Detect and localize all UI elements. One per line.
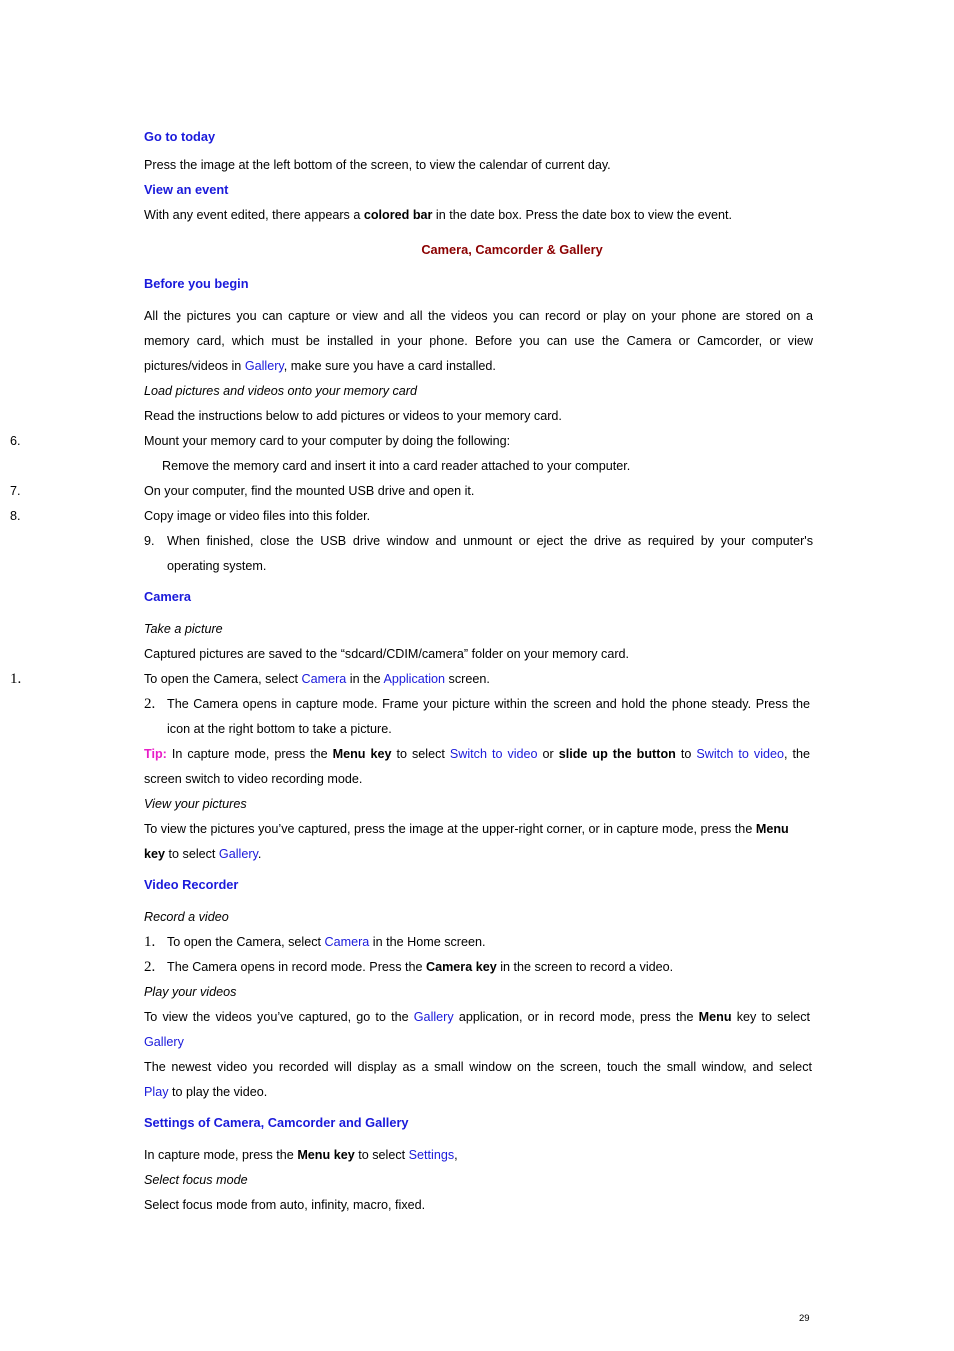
video-step-2: The Camera opens in record mode. Press the Camera key in the screen to record a video. xyxy=(167,960,674,974)
heading-video-recorder: Video Recorder xyxy=(144,877,239,892)
video-step-1: To open the Camera, select Camera in the Home screen. xyxy=(167,935,486,949)
gallery-link[interactable]: Gallery xyxy=(144,1035,184,1049)
heading-before-you-begin: Before you begin xyxy=(144,276,249,291)
subheading-record-video: Record a video xyxy=(144,910,229,924)
camera-link[interactable]: Camera xyxy=(324,935,370,949)
section-title: Camera, Camcorder & Gallery xyxy=(421,242,603,257)
step-mount-card-sub: Remove the memory card and insert it into a card reader attached to your computer. xyxy=(162,459,631,473)
heading-view-event: View an event xyxy=(144,182,229,197)
list-number: 8. xyxy=(10,509,21,523)
settings-line: In capture mode, press the Menu key to select Settings, xyxy=(144,1148,458,1162)
step-copy-files: Copy image or video files into this folder. xyxy=(144,509,371,523)
subheading-take-picture: Take a picture xyxy=(144,622,223,636)
view-pictures-line-1: To view the pictures you’ve captured, press the image at the upper-right corner, or in capture mode, press the Menu xyxy=(144,822,789,836)
subheading-play-videos: Play your videos xyxy=(144,985,237,999)
heading-camera: Camera xyxy=(144,589,191,604)
list-number: 1. xyxy=(144,934,156,950)
tip-label: Tip: xyxy=(144,747,167,761)
newest-video-line-1: The newest video you recorded will display as a small window on the screen, touch the small window, and select xyxy=(144,1060,812,1074)
gallery-link[interactable]: Gallery xyxy=(244,359,284,373)
gallery-link[interactable]: Gallery xyxy=(218,847,258,861)
tip-line-1: Tip: In capture mode, press the Menu key to select Switch to video or slide up the button to Switch to video, the xyxy=(144,747,811,761)
step-find-drive: On your computer, find the mounted USB drive and open it. xyxy=(144,484,475,498)
play-link[interactable]: Play xyxy=(144,1085,169,1099)
view-pictures-line-2: key to select Gallery. xyxy=(144,847,262,861)
subheading-focus-mode: Select focus mode xyxy=(144,1173,248,1187)
camera-intro: Captured pictures are saved to the “sdcard/CDIM/camera” folder on your memory card. xyxy=(144,647,630,661)
heading-settings: Settings of Camera, Camcorder and Gallery xyxy=(144,1115,409,1130)
subheading-load-pictures: Load pictures and videos onto your memory card xyxy=(144,384,418,398)
list-number: 2. xyxy=(144,696,156,712)
camera-link[interactable]: Camera xyxy=(301,672,347,686)
list-number: 1. xyxy=(10,671,22,687)
before-paragraph-line-3: pictures/videos in Gallery, make sure you have a card installed. xyxy=(144,359,496,373)
camera-step-2-line-1: The Camera opens in capture mode. Frame your picture within the screen and hold the phone steady. Press the xyxy=(167,697,810,711)
load-intro: Read the instructions below to add pictures or videos to your memory card. xyxy=(144,409,562,423)
application-link[interactable]: Application xyxy=(383,672,446,686)
newest-video-line-2: Play to play the video. xyxy=(144,1085,268,1099)
gallery-link[interactable]: Gallery xyxy=(413,1010,454,1024)
camera-step-1: To open the Camera, select Camera in the Application screen. xyxy=(144,672,490,686)
step-unmount-line-2: operating system. xyxy=(167,559,267,573)
switch-to-video-link[interactable]: Switch to video xyxy=(449,747,538,761)
step-unmount-line-1: When finished, close the USB drive window and unmount or eject the drive as required by your computer's xyxy=(167,534,813,548)
before-paragraph-line-2: memory card, which must be installed in your phone. Before you can use the Camera or Camcorder, or view xyxy=(144,334,813,348)
subheading-view-pictures: View your pictures xyxy=(144,797,247,811)
list-number: 6. xyxy=(10,434,21,448)
camera-step-2-line-2: icon at the right bottom to take a picture. xyxy=(167,722,392,736)
step-mount-card: Mount your memory card to your computer by doing the following: xyxy=(144,434,511,448)
before-paragraph-line-1: All the pictures you can capture or view and all the videos you can record or play on your phone are stored on a xyxy=(144,309,813,323)
list-number: 9. xyxy=(144,534,155,548)
list-number: 7. xyxy=(10,484,21,498)
list-number: 2. xyxy=(144,959,156,975)
view-event-text: With any event edited, there appears a colored bar in the date box. Press the date box to view the event. xyxy=(144,208,733,222)
page-number: 29 xyxy=(799,1313,810,1324)
play-videos-line-1: To view the videos you’ve captured, go to the Gallery application, or in record mode, press the Menu key to select xyxy=(144,1010,811,1024)
settings-link[interactable]: Settings xyxy=(408,1148,455,1162)
tip-line-2: screen switch to video recording mode. xyxy=(144,772,363,786)
heading-go-to-today: Go to today xyxy=(144,129,216,144)
go-to-today-text: Press the image at the left bottom of the screen, to view the calendar of current day. xyxy=(144,158,611,172)
focus-mode-text: Select focus mode from auto, infinity, macro, fixed. xyxy=(144,1198,426,1212)
switch-to-video-link[interactable]: Switch to video xyxy=(696,747,785,761)
